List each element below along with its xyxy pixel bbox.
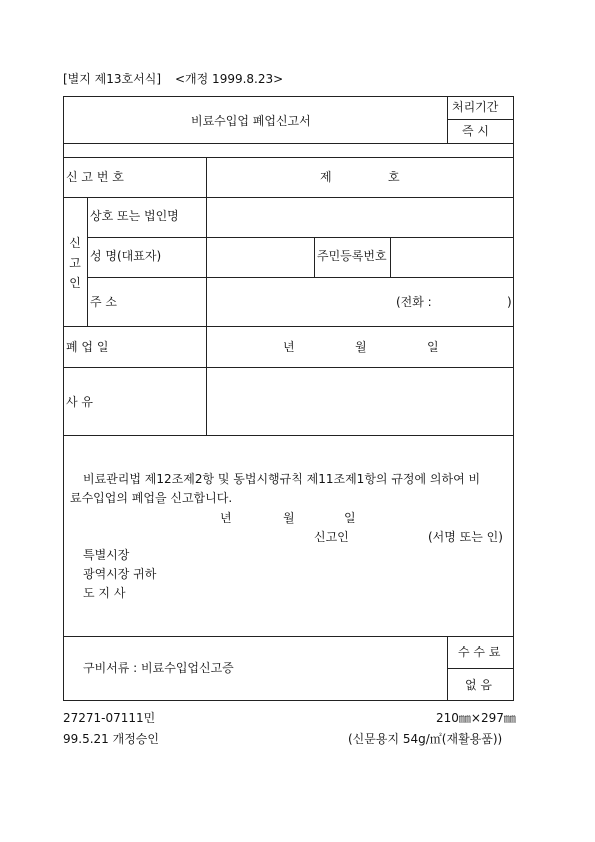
address-field[interactable] [208, 279, 388, 324]
paper-size: 210㎜×297㎜ [436, 711, 516, 725]
address-label: 주 소 [90, 295, 117, 309]
recipient-metro-city: 광역시장 귀하 [83, 567, 157, 581]
processing-period-value: 즉 시 [462, 124, 489, 138]
form-title: 비료수입업 폐업신고서 [191, 114, 311, 128]
signature-field[interactable] [360, 528, 424, 546]
declaration-year-unit: 년 [220, 511, 232, 525]
reporter-group-label-2: 고 [69, 256, 81, 270]
processing-period-label: 처리기간 [452, 100, 499, 114]
resident-number-field[interactable] [392, 239, 512, 275]
closure-day-unit: 일 [427, 340, 439, 354]
declaration-month-unit: 월 [283, 511, 295, 525]
signature-label: (서명 또는 인) [428, 530, 503, 544]
declaration-line-1: 비료관리법 제12조제2항 및 동법시행규칙 제11조제1항의 규정에 의하여 비 [83, 472, 481, 486]
representative-name-field[interactable] [208, 239, 312, 275]
business-name-field[interactable] [208, 199, 512, 235]
paper-spec: (신문용지 54g/㎡(재활용품)) [348, 732, 503, 746]
phone-label: (전화 : [396, 295, 432, 309]
declaration-line-2: 료수입업의 폐업을 신고합니다. [70, 491, 233, 505]
reason-field[interactable] [208, 369, 512, 433]
recipient-special-city: 특별시장 [83, 548, 130, 562]
representative-name-label: 성 명(대표자) [90, 249, 162, 263]
report-number-label: 신 고 번 호 [66, 170, 124, 184]
closure-date-field[interactable] [208, 328, 512, 365]
closure-month-unit: 월 [355, 340, 367, 354]
recipient-governor: 도 지 사 [83, 586, 126, 600]
phone-close: ) [507, 295, 512, 309]
report-number-field[interactable] [330, 168, 382, 184]
fee-label: 수 수 료 [458, 645, 501, 659]
fee-value: 없 음 [465, 678, 492, 692]
reporter-group-label-1: 신 [69, 236, 81, 250]
reporter-group-label-3: 인 [69, 276, 81, 290]
required-documents: 구비서류 : 비료수입업신고증 [83, 661, 234, 675]
declaration-day-unit: 일 [344, 511, 356, 525]
form-number: [별지 제13호서식] [63, 72, 161, 86]
closure-date-label: 폐 업 일 [66, 340, 109, 354]
closure-year-unit: 년 [283, 340, 295, 354]
reason-label: 사 유 [66, 395, 93, 409]
phone-field[interactable] [440, 292, 504, 310]
declarant-label: 신고인 [314, 530, 349, 544]
approval-note: 99.5.21 개정승인 [63, 732, 159, 746]
report-number-prefix: 제 [320, 170, 332, 184]
revision-date: <개정 1999.8.23> [175, 72, 284, 86]
report-number-suffix: 호 [388, 170, 400, 184]
resident-number-label: 주민등록번호 [317, 249, 387, 263]
form-code: 27271-07111민 [63, 711, 156, 725]
business-name-label: 상호 또는 법인명 [90, 209, 179, 223]
